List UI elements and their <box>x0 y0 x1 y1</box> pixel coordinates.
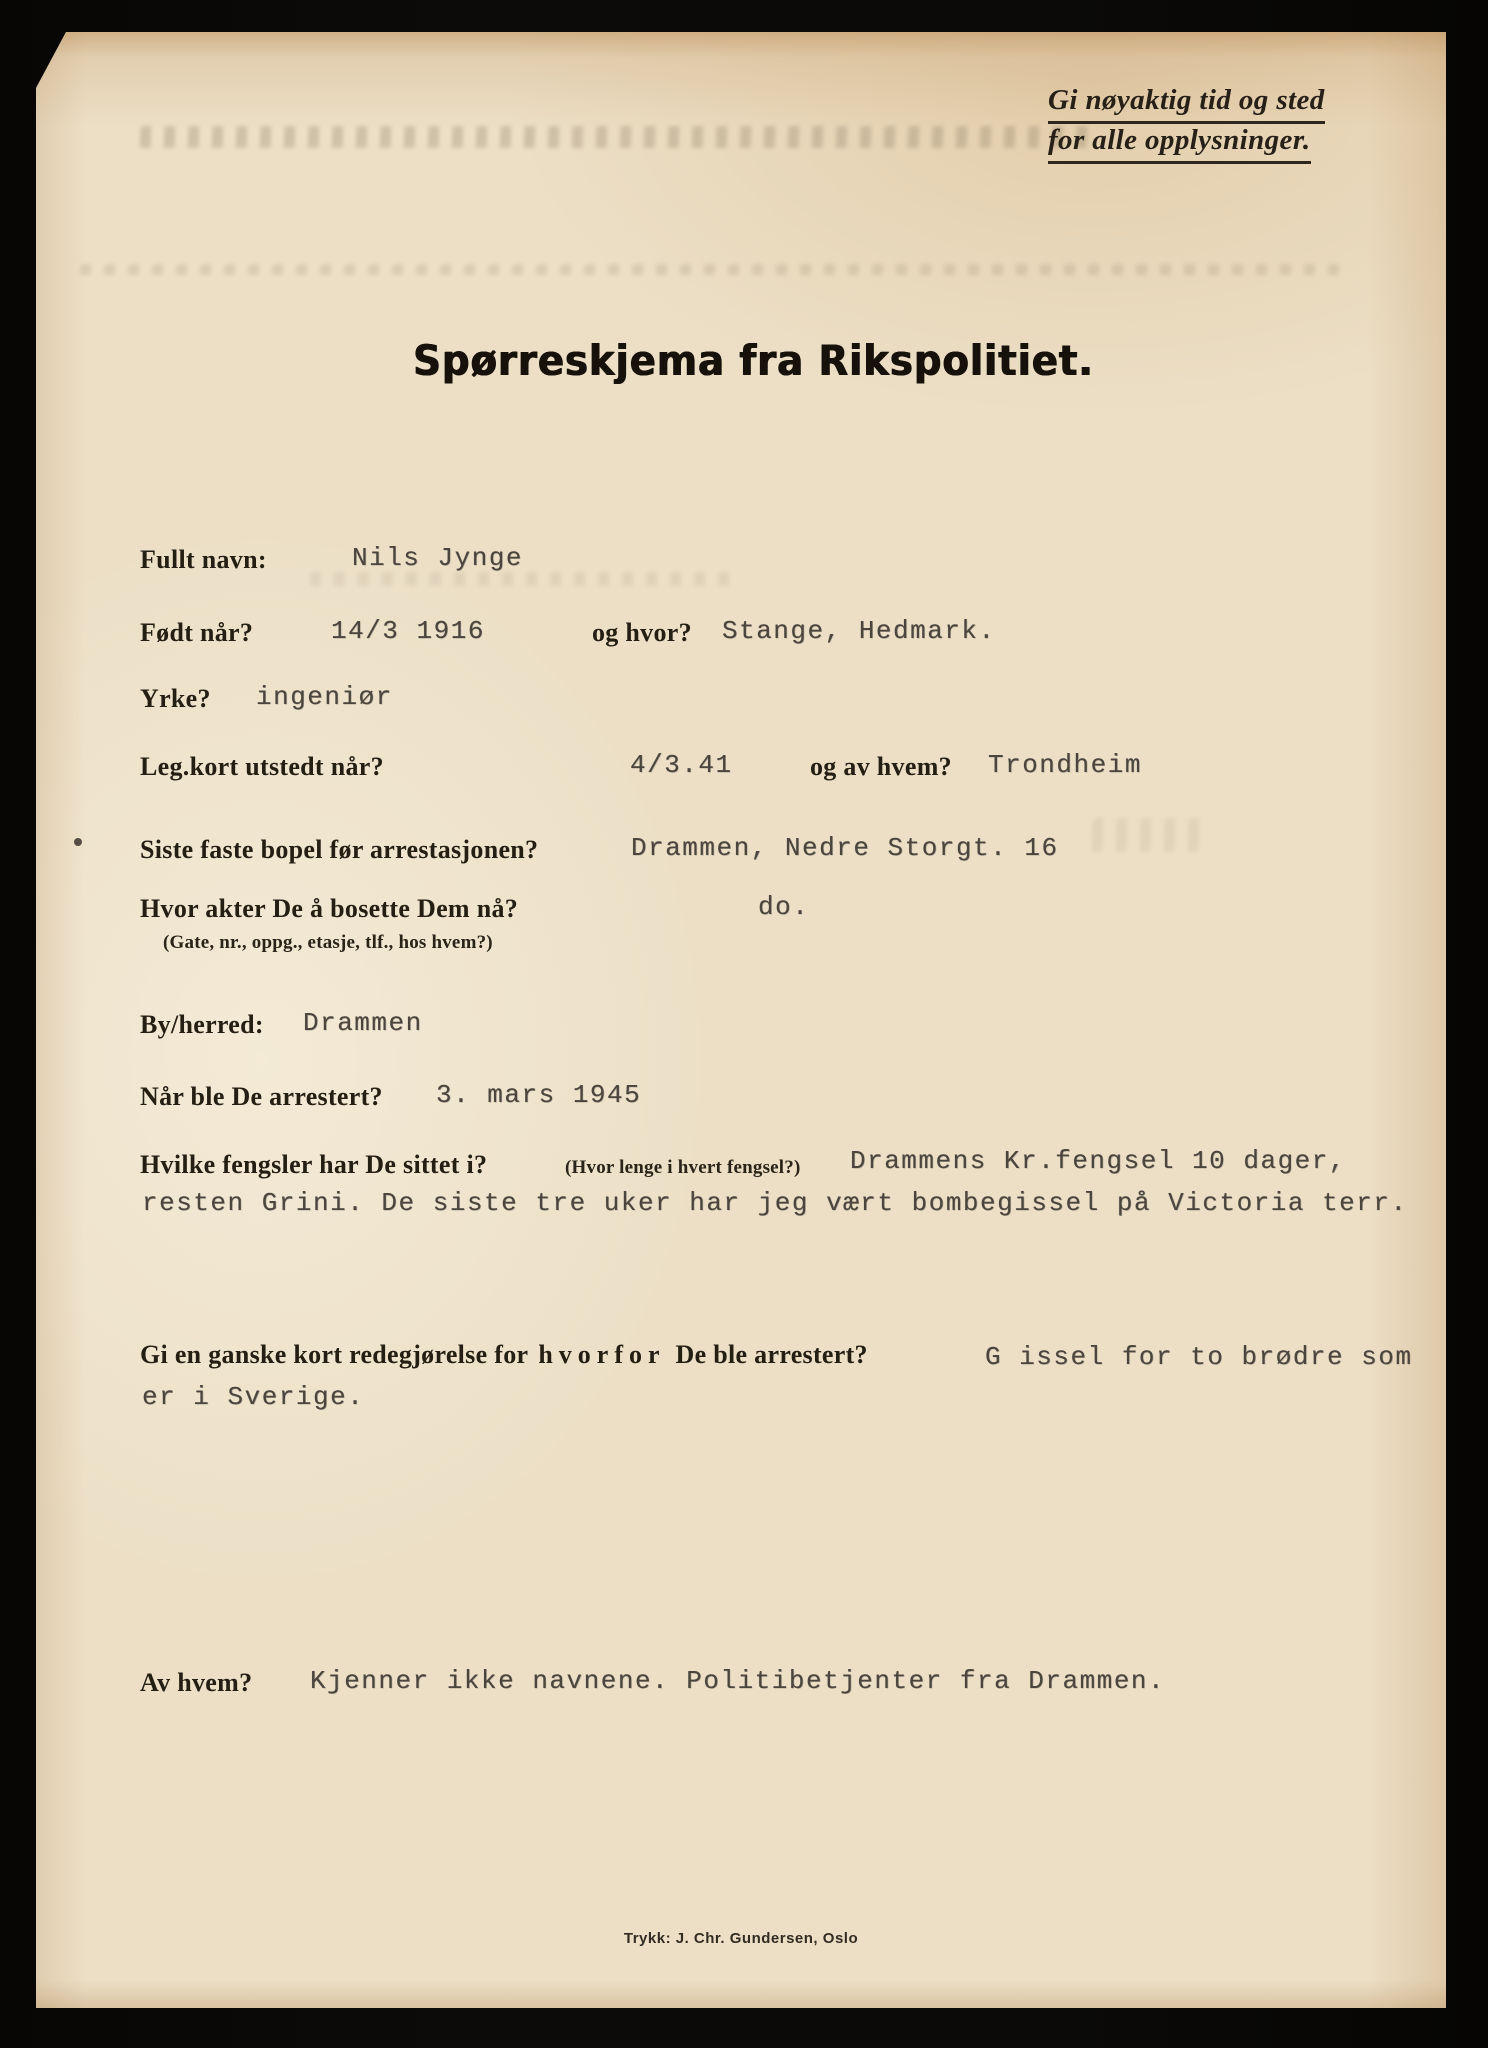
field-value-legkort: 4/3.41 <box>630 750 733 780</box>
field-value-arrestert: 3. mars 1945 <box>436 1080 642 1110</box>
field-label-fengsler: Hvilke fengsler har De sittet i? <box>140 1150 488 1179</box>
field-value-by-herred: Drammen <box>303 1008 423 1038</box>
field-label-redegjorelse-pre: Gi en ganske kort redegjørelse for <box>140 1340 529 1369</box>
field-label-av-hvem: Av hvem? <box>140 1668 253 1697</box>
field-label-arrestert: Når ble De arrestert? <box>140 1082 383 1111</box>
bleed-through-smudge <box>310 572 740 586</box>
field-label-fullt-navn: Fullt navn: <box>140 545 267 574</box>
field-value-bosette: do. <box>758 892 810 922</box>
field-label-legkort: Leg.kort utstedt når? <box>140 752 384 781</box>
field-label-by-herred: By/herred: <box>140 1010 264 1039</box>
field-value-og-av-hvem: Trondheim <box>988 750 1142 780</box>
field-value-fullt-navn: Nils Jynge <box>352 543 524 573</box>
field-label-yrke: Yrke? <box>140 684 211 713</box>
field-value-redegjorelse-line1: G issel for to brødre som <box>985 1342 1413 1372</box>
field-label-bosette: Hvor akter De å bosette Dem nå? <box>140 894 519 923</box>
instruction-note-line1: Gi nøyaktig tid og sted <box>1048 84 1325 124</box>
field-value-fengsler-line1: Drammens Kr.fengsel 10 dager, <box>850 1146 1346 1176</box>
field-label-redegjorelse <box>140 1340 868 1370</box>
bleed-through-smudge <box>1091 818 1202 852</box>
margin-dot <box>74 838 82 846</box>
bleed-through-smudge <box>140 126 1091 148</box>
field-label-bopel: Siste faste bopel før arrestasjonen? <box>140 835 539 864</box>
field-value-fengsler-line2: resten Grini. De siste tre uker har jeg vært bombegissel på Victoria terr. <box>142 1188 1408 1218</box>
form-title: Spørreskjema fra Rikspolitiet. <box>413 336 1094 385</box>
field-hint-bosette: (Gate, nr., oppg., etasje, tlf., hos hvem?) <box>163 932 493 953</box>
instruction-note <box>1048 84 1408 164</box>
field-value-redegjorelse-line2: er i Sverige. <box>142 1382 365 1412</box>
bleed-through-smudge <box>80 264 1340 275</box>
field-value-av-hvem: Kjenner ikke navnene. Politibetjenter fra Drammen. <box>310 1666 1166 1696</box>
field-value-fodt-nar: 14/3 1916 <box>331 616 485 646</box>
field-label-og-hvor: og hvor? <box>592 618 692 647</box>
field-value-yrke: ingeniør <box>256 682 393 712</box>
field-value-og-hvor: Stange, Hedmark. <box>722 616 996 646</box>
field-value-bopel: Drammen, Nedre Storgt. 16 <box>631 833 1059 863</box>
field-label-og-av-hvem: og av hvem? <box>810 752 952 781</box>
instruction-note-line2: for alle opplysninger. <box>1048 124 1311 164</box>
field-hint-fengsler: (Hvor lenge i hvert fengsel?) <box>565 1157 801 1178</box>
field-label-redegjorelse-emphasis: hvorfor <box>538 1340 666 1369</box>
field-label-fodt-nar: Født når? <box>140 618 254 647</box>
printer-credit: Trykk: J. Chr. Gundersen, Oslo <box>623 1930 859 1947</box>
field-label-redegjorelse-post: De ble arrestert? <box>675 1340 868 1369</box>
